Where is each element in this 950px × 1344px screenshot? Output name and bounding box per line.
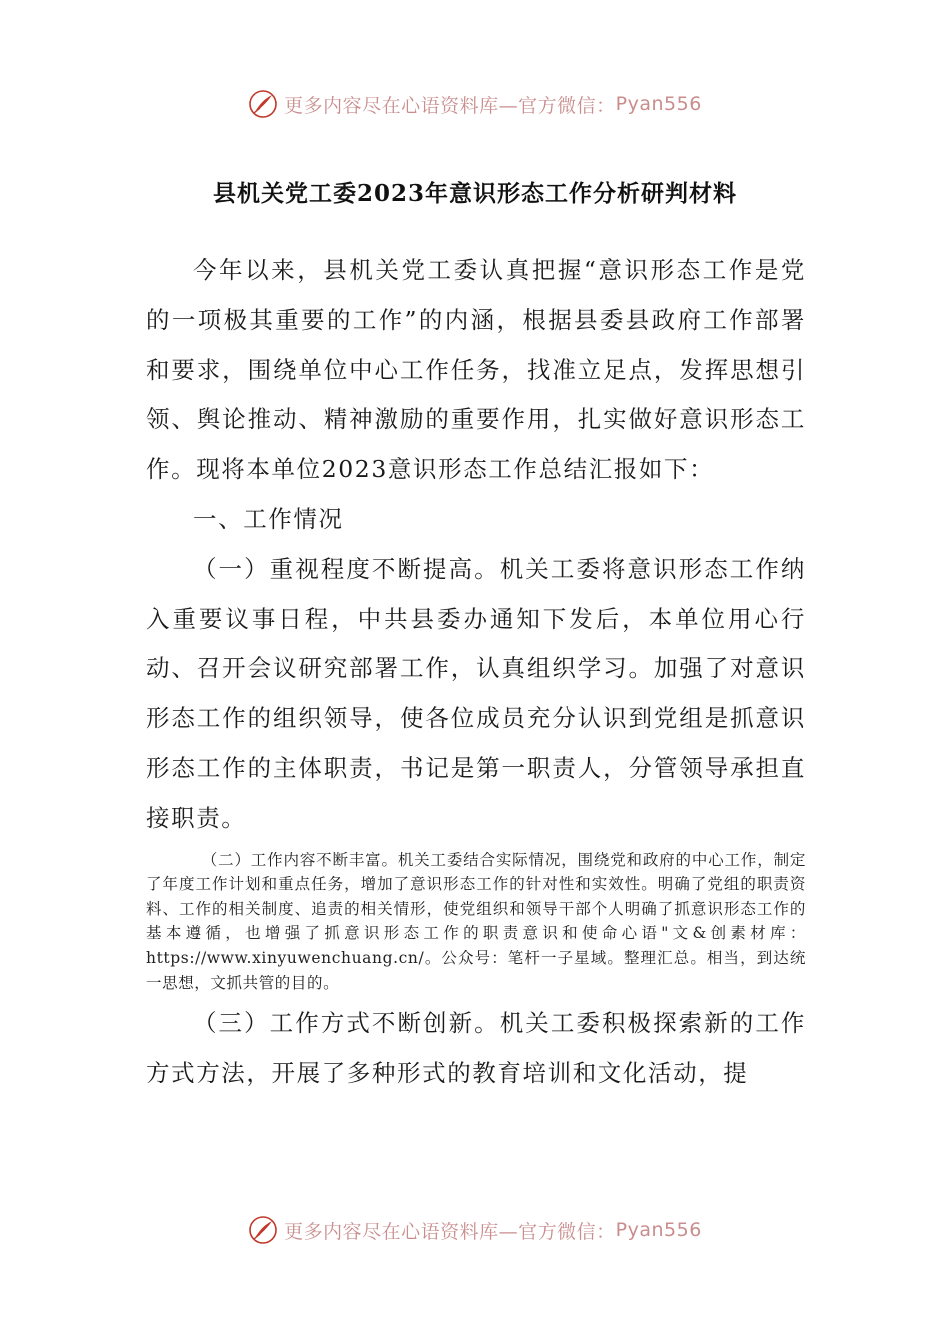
watermark-text: 更多内容尽在心语资料库—官方微信： — [284, 94, 616, 117]
header-watermark — [0, 84, 950, 124]
watermark-wechat-id: Pyan556 — [615, 93, 702, 115]
quill-logo-icon — [248, 89, 278, 119]
document-body — [146, 246, 806, 1099]
quill-logo-icon — [248, 1215, 278, 1245]
item-3-paragraph: （三）工作方式不断创新。机关工委积极探索新的工作方式方法，开展了多种形式的教育培训和文化活动，提 — [146, 1009, 806, 1087]
watermark-text: 更多内容尽在心语资料库—官方微信： — [284, 1220, 616, 1243]
item-1-paragraph: （一）重视程度不断提高。机关工委将意识形态工作纳入重要议事日程，中共县委办通知下发后，本单位用心行动、召开会议研究部署工作，认真组织学习。加强了对意识形态工作的组织领导，使各位成员充分认识到党组是抓意识形态工作的主体职责，书记是第一职责人，分管领导承担直接职责。 — [146, 554, 806, 832]
document-title: 县机关党工委2023年意识形态工作分析研判材料 — [212, 180, 737, 207]
intro-paragraph: 今年以来，县机关党工委认真把握“意识形态工作是党的一项极其重要的工作”的内涵，根据县委县政府工作部署和要求，围绕单位中心工作任务，找准立足点，发挥思想引领、舆论推动、精神激励的重要作用，扎实做好意识形态工作。现将本单位2023意识形态工作总结汇报如下： — [146, 256, 806, 484]
item-2-paragraph: （二）工作内容不断丰富。机关工委结合实际情况，围绕党和政府的中心工作，制定了年度工作计划和重点任务，增加了意识形态工作的针对性和实效性。明确了党组的职责资料、工作的相关制度、追责的相关情形，使党组织和领导干部个人明确了抓意识形态工作的基本遵循，也增强了抓意识形态工作的职责意识和使命心语"文&创素材库：https://www.xinyuwenchuang.cn/。公众号：笔杆一子星域。整理汇总。相当，到达统一思想，文抓共管的目的。 — [146, 850, 806, 992]
footer-watermark — [0, 1210, 950, 1250]
section-heading-work-status: 一、工作情况 — [193, 504, 344, 533]
watermark-wechat-id: Pyan556 — [615, 1219, 702, 1241]
